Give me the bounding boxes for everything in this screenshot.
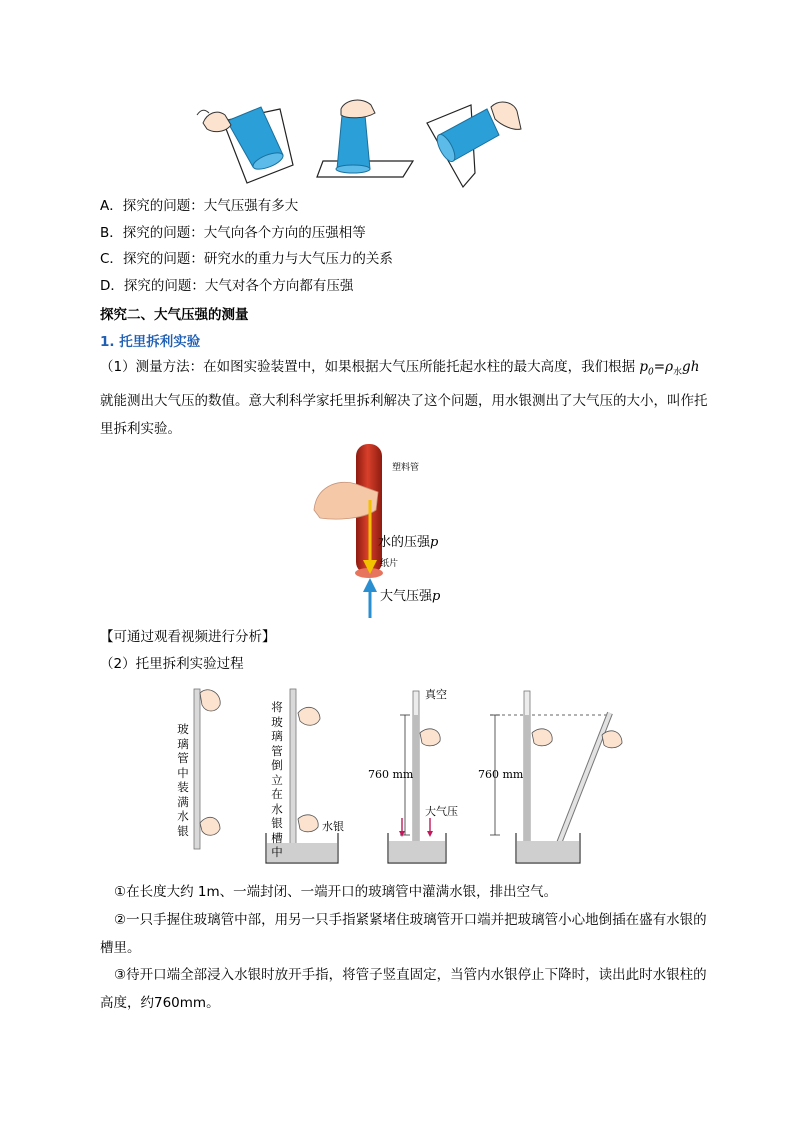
step-3: ③待开口端全部浸入水银时放开手指，将管子竖直固定，当管内水银停止下降时，读出此时水银柱的高度，约760mm。 — [100, 967, 707, 1011]
step2-vertical-text: 将玻璃管倒立在水银槽中 — [271, 700, 283, 859]
air-pressure-label: 大气压强p — [380, 589, 441, 604]
measurement-method-paragraph: （1）测量方法：在如图实验装置中，如果根据大气压所能托起水柱的最大高度，我们根据 $p_0=\rho_水gh$就能测出大气压的数值。意大利科学家托里拆利解决了这个问题，用水银测出了大气压的大小，叫作托里拆利实验。 — [100, 359, 708, 437]
tube-label: 塑料管 — [392, 463, 420, 473]
step-1: ①在长度大约 1m、一端封闭、一端开口的玻璃管中灌满水银，排出空气。 — [114, 884, 558, 900]
height-label-step3: 760 mm — [368, 768, 414, 781]
atmospheric-pressure-label: 大气压 — [425, 805, 458, 818]
mercury-label: 水银 — [322, 820, 344, 833]
water-pressure-label: 水的压强p — [378, 535, 439, 550]
step1-vertical-text: 玻璃管中装满水银 — [177, 722, 189, 838]
subsection-title: 1. 托里拆利实验 — [100, 334, 201, 350]
section-title: 探究二、大气压强的测量 — [100, 307, 249, 323]
option-d: D．探究的问题：大气对各个方向都有压强 — [100, 278, 354, 294]
process-title: （2）托里拆利实验过程 — [100, 656, 244, 672]
video-note: 【可通过观看视频进行分析】 — [100, 629, 276, 645]
option-c: C．探究的问题：研究水的重力与大气压力的关系 — [100, 251, 393, 267]
upright-cup-middle — [317, 100, 413, 177]
step-2: ②一只手握住玻璃管中部，用另一只手指紧紧堵住玻璃管开口端并把玻璃管小心地倒插在盛有水银的槽里。 — [100, 912, 707, 956]
tilted-cup-right — [427, 102, 521, 187]
height-label-step4: 760 mm — [478, 768, 524, 781]
cup-experiment-figure — [195, 95, 530, 190]
vacuum-label: 真空 — [425, 688, 447, 701]
paper-label: 纸片 — [380, 559, 399, 569]
option-a: A．探究的问题：大气压强有多大 — [100, 198, 299, 214]
option-b: B．探究的问题：大气向各个方向的压强相等 — [100, 225, 366, 241]
tilted-cup-left — [197, 107, 293, 183]
